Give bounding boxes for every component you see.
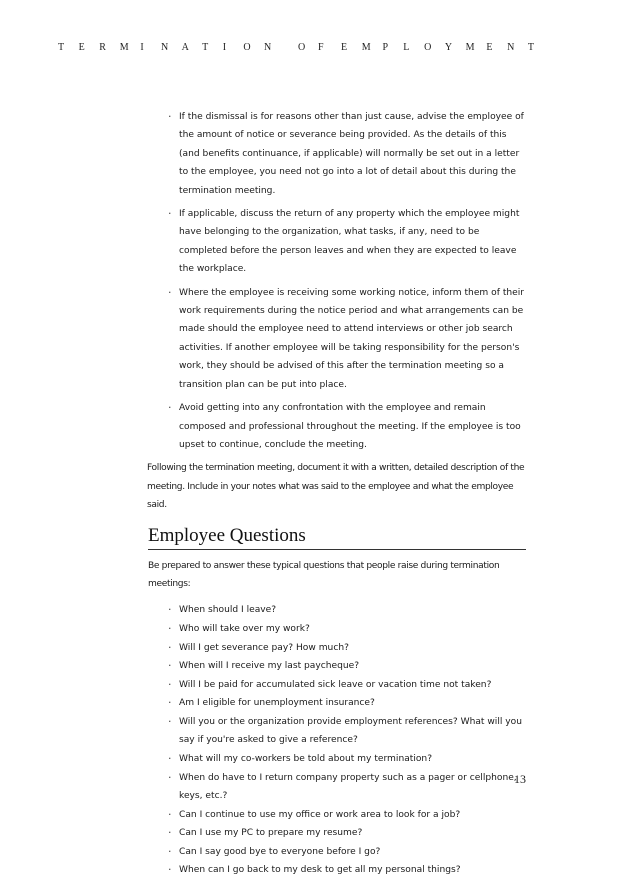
page-content: [148, 108, 526, 880]
header-word-employment: E M P L O Y M E N T: [341, 42, 534, 53]
list-item: · Can I say good bye to everyone before I go?: [148, 843, 526, 861]
list-item: · Will I get severance pay? How much?: [148, 639, 526, 657]
list-item: · Where the employee is receiving some working notice, inform them of their work requirements during the notice period and what arrangements can be made should the employee need to attend interviews or other job search activities. If another employee will be taking responsibility for the person's work, they should be advised of this after the termination meeting so a transition plan can be put into place.: [148, 284, 526, 394]
list-item: · When can I go back to my desk to get all my personal things?: [148, 861, 526, 879]
list-item: · Will you or the organization provide employment references? What will you say if you're asked to give a reference?: [148, 713, 526, 750]
page-number: 13: [514, 772, 526, 786]
list-item: · If applicable, discuss the return of any property which the employee might have belonging to the organization, what tasks, if any, need to be completed before the person leaves and when they are expected to leave the workplace.: [148, 205, 526, 279]
list-item: · When should I leave?: [148, 601, 526, 619]
list-item: · When do have to I return company property such as a pager or cellphone, keys, etc.?: [148, 769, 526, 806]
list-item: · Avoid getting into any confrontation with the employee and remain composed and professional throughout the meeting. If the employee is too upset to continue, conclude the meeting.: [148, 399, 526, 454]
dismissal-bullet-list: [148, 108, 526, 454]
header-word-termination: T E R M I N A T I O N: [58, 42, 272, 53]
list-item: · Who will take over my work?: [148, 620, 526, 638]
list-item: · Will I be paid for accumulated sick leave or vacation time not taken?: [148, 676, 526, 694]
questions-list: [148, 601, 526, 879]
following-paragraph: Following the termination meeting, document it with a written, detailed description of the meeting. Include in your notes what was said to the employee and what the employee said.: [147, 463, 525, 511]
list-item: · What will my co-workers be told about my termination?: [148, 750, 526, 768]
section-title: Employee Questions: [148, 525, 526, 550]
list-item: · When will I receive my last paycheque?: [148, 657, 526, 675]
list-item: · Am I eligible for unemployment insurance?: [148, 694, 526, 712]
running-header: [58, 42, 538, 56]
list-item: · Can I continue to use my office or work area to look for a job?: [148, 806, 526, 824]
header-word-of: O F: [298, 42, 324, 53]
list-item: · Can I use my PC to prepare my resume?: [148, 824, 526, 842]
section-intro: Be prepared to answer these typical questions that people raise during termination meetings:: [148, 560, 500, 589]
list-item: · If the dismissal is for reasons other than just cause, advise the employee of the amount of notice or severance being provided. As the details of this (and benefits continuance, if applicable) will normally be set out in a letter to the employee, you need not go into a lot of detail about this during the termination meeting.: [148, 108, 526, 200]
